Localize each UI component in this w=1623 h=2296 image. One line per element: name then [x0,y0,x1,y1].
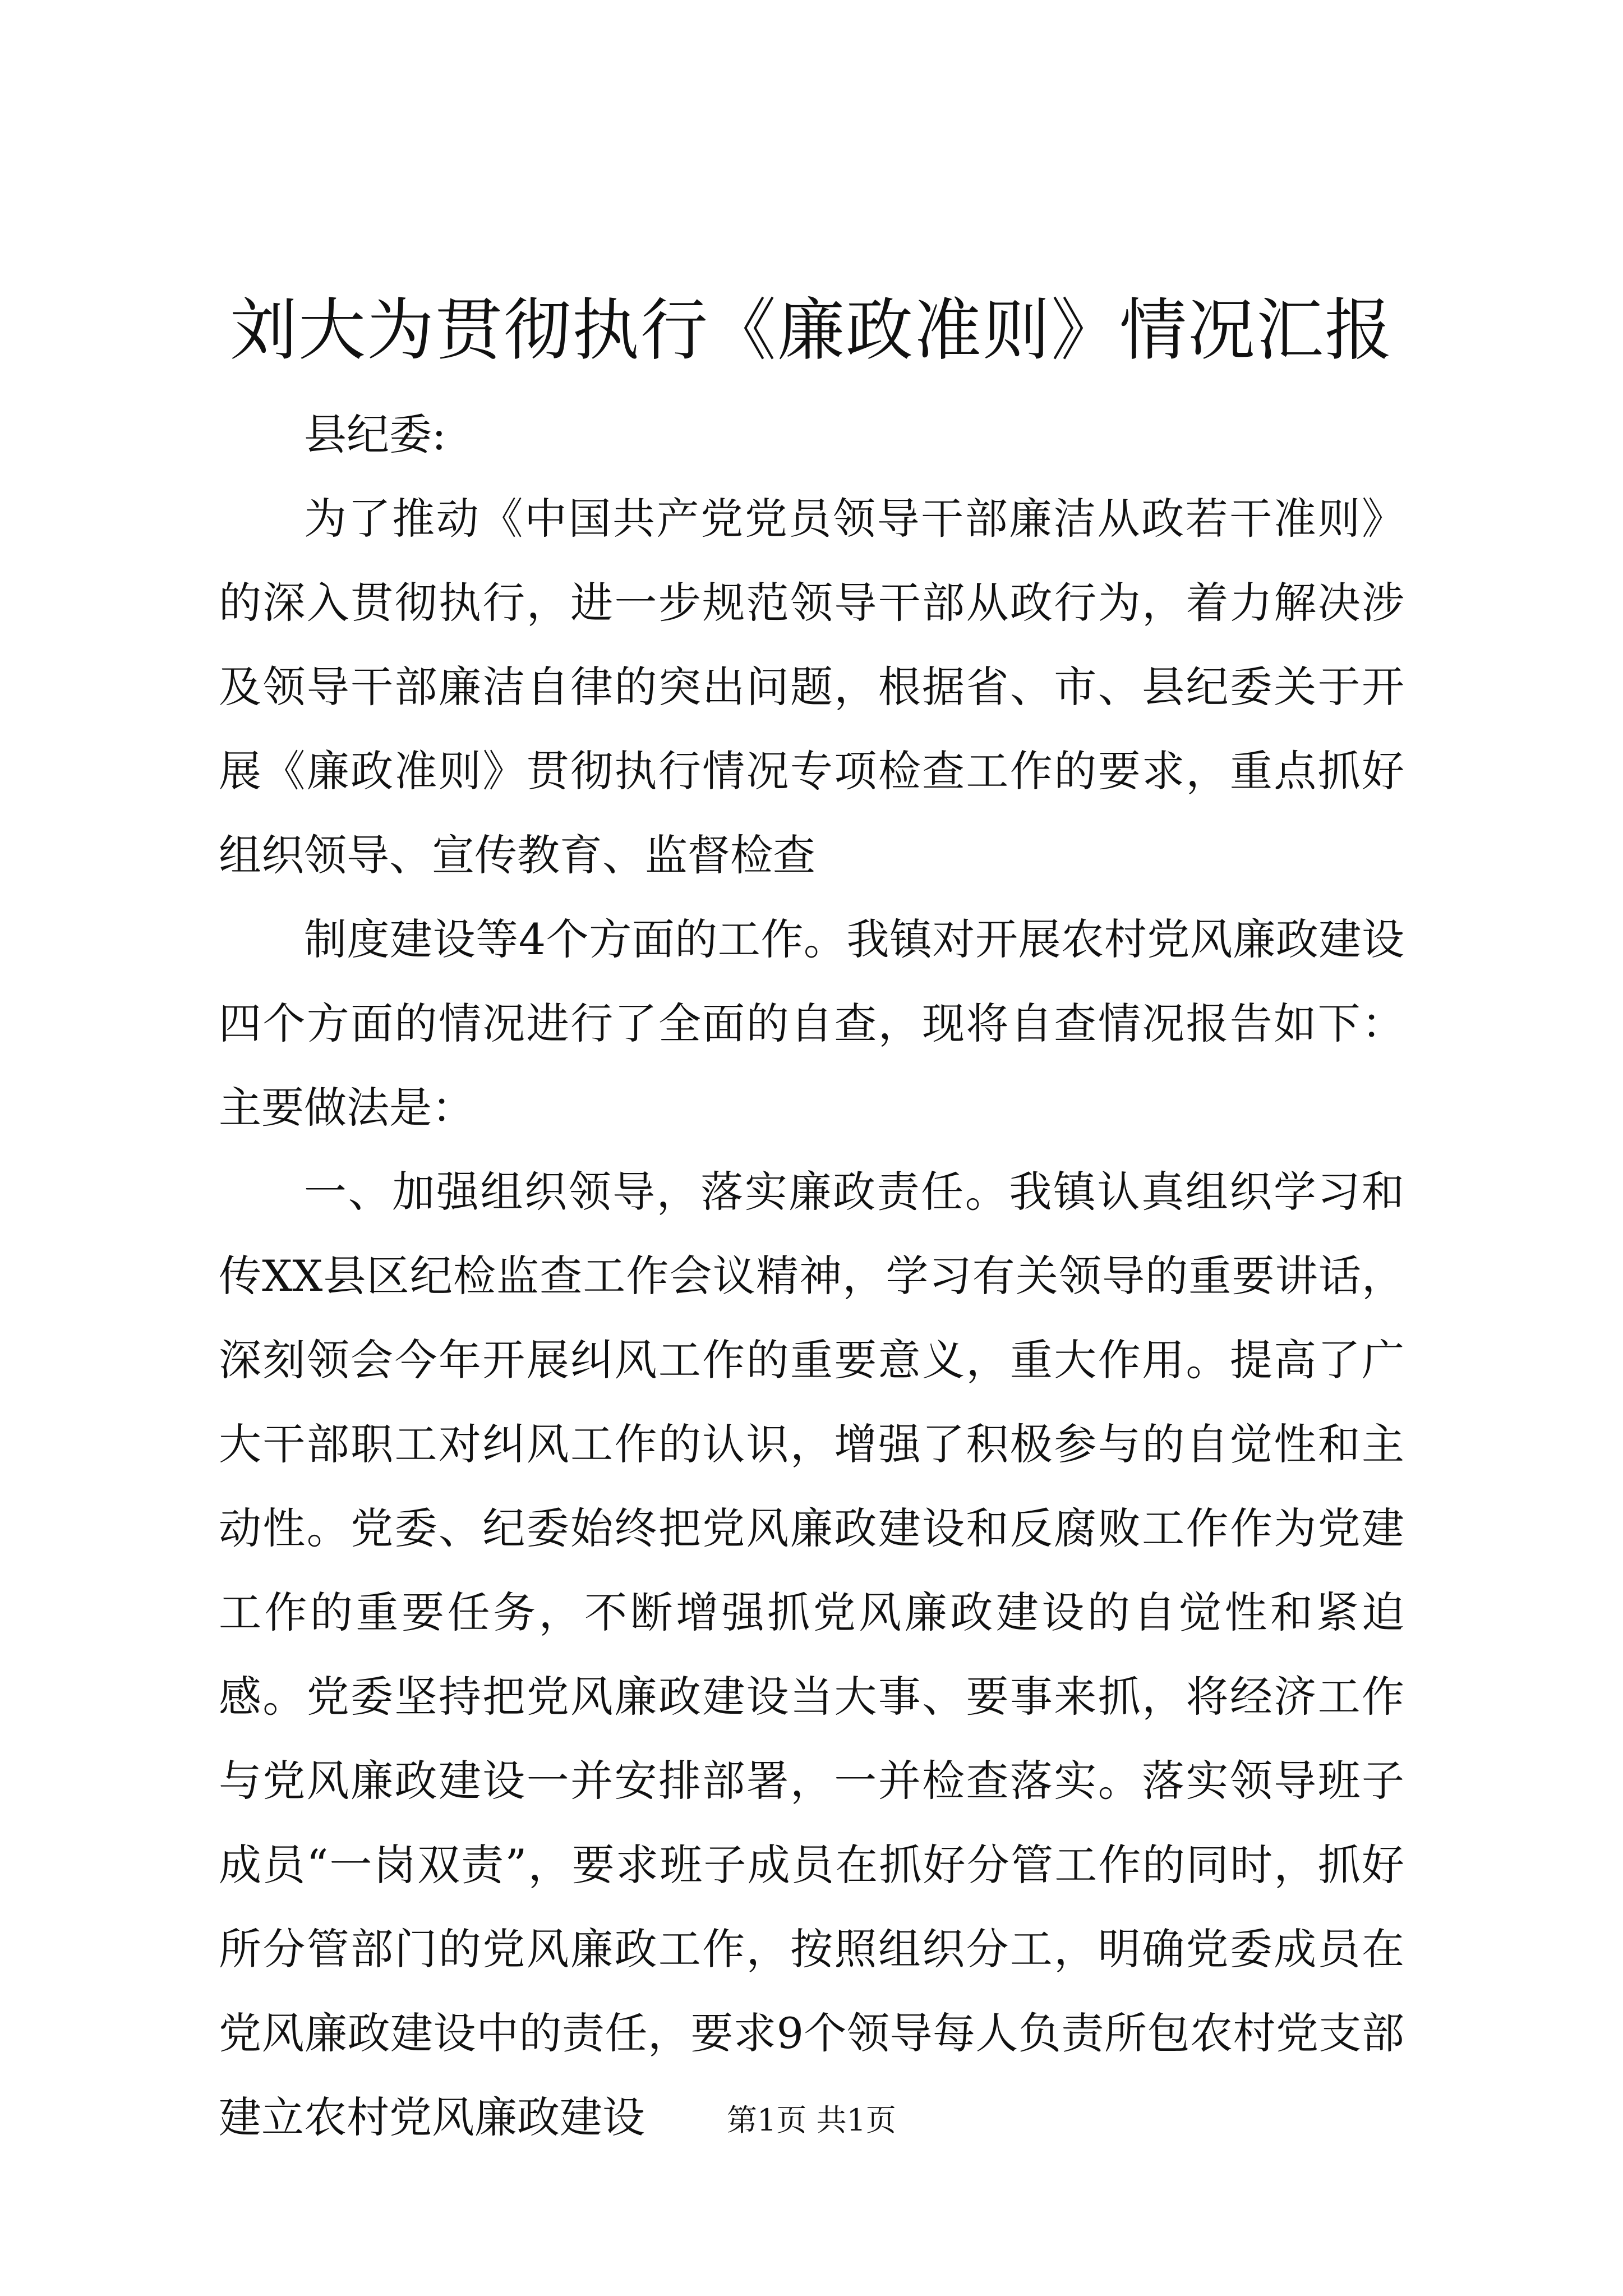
document-body [219,393,1404,2160]
paragraph-2: 制度建设等4个方面的工作。我镇对开展农村党风廉政建设四个方面的情况进行了全面的自查，现将自查情况报告如下：主要做法是： [219,914,1404,1133]
paragraph-1: 为了推动《中国共产党党员领导干部廉洁从政若干准则》的深入贯彻执行，进一步规范领导干部从政行为，着力解决涉及领导干部廉洁自律的突出问题，根据省、市、县纪委关于开展《廉政准则》贯彻执行情况专项检查工作的要求，重点抓好组织领导、宣传教育、监督检查 [219,494,1404,880]
paragraph-3: 一、加强组织领导，落实廉政责任。我镇认真组织学习和传XX县区纪检监查工作会议精神，学习有关领导的重要讲话，深刻领会今年开展纠风工作的重要意义，重大作用。提高了广大干部职工对纠风工作的认识，增强了积极参与的自觉性和主动性。党委、纪委始终把党风廉政建设和反腐败工作作为党建工作的重要任务，不断增强抓党风廉政建设的自觉性和紧迫感。党委坚持把党风廉政建设当大事、要事来抓，将经济工作与党风廉政建设一并安排部署，一并检查落实。落实领导班子成员“一岗双责”，要求班子成员在抓好分管工作的同时，抓好所分管部门的党风廉政工作，按照组织分工，明确党委成员在党风廉政建设中的责任，要求9个领导每人负责所包农村党支部建立农村党风廉政建设 [219,1167,1404,2142]
salutation: 县纪委: [304,409,446,459]
page-number-footer: 第1页 共1页 [727,2102,896,2138]
document-title: 刘大为贯彻执行《廉政准则》情况汇报 [230,292,1393,370]
